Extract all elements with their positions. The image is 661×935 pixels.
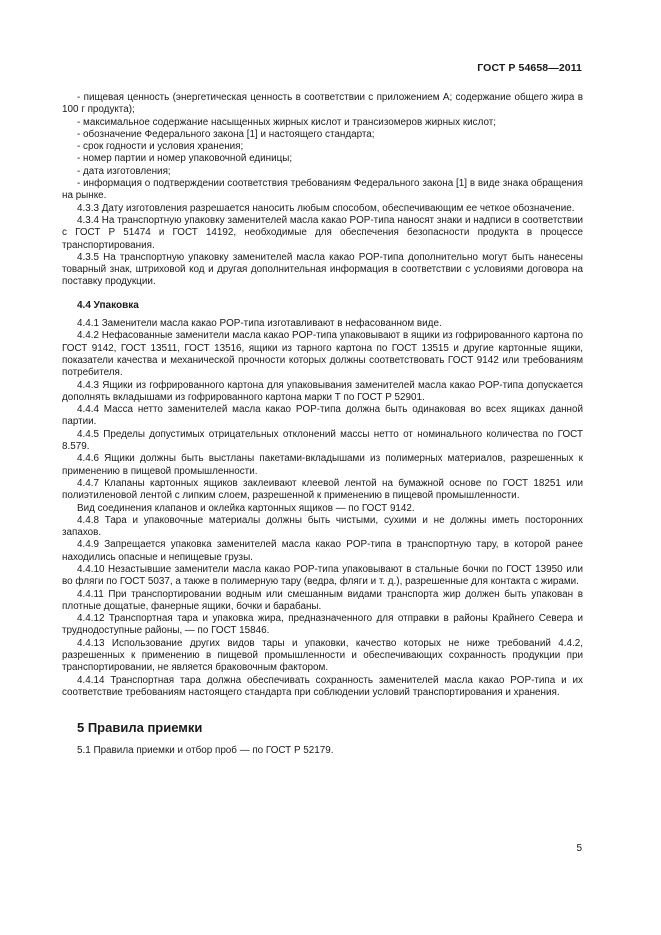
paragraph: - информация о подтверждении соответствия требованиям Федерального закона [1] в виде знака обращения на рынке. bbox=[62, 178, 583, 202]
paragraph: 4.3.3 Дату изготовления разрешается наносить любым способом, обеспечивающим ее четкое обозначение. bbox=[77, 202, 575, 214]
acceptance-section bbox=[62, 745, 583, 757]
paragraph: 4.4.8 Тара и упаковочные материалы должны быть чистыми, сухими и не должны иметь посторонних запахов. bbox=[62, 514, 583, 539]
paragraph: - обозначение Федерального закона [1] и настоящего стандарта; bbox=[77, 128, 375, 140]
paragraph: Вид соединения клапанов и оклейка картонных ящиков — по ГОСТ 9142. bbox=[77, 502, 415, 514]
paragraph: - максимальное содержание насыщенных жирных кислот и трансизомеров жирных кислот; bbox=[77, 116, 497, 128]
paragraph: 4.4.1 Заменители масла какао POP-типа изготавливают в нефасованном виде. bbox=[77, 318, 442, 330]
chapter-heading-acceptance: 5 Правила приемки bbox=[77, 720, 203, 736]
paragraph: 4.4.13 Использование других видов тары и упаковки, качество которых не ниже требований 4.4.2, разрешенных к применению в пищевой промышленности и обеспечивающих сохранность продукции при транспортировании, не является браковочным фактором. bbox=[62, 637, 583, 674]
paragraph: 4.4.10 Незастывшие заменители масла какао POP-типа упаковывают в стальные бочки по ГОСТ 13950 или во фляги по ГОСТ 5037, а также в полимерную тару (ведра, фляги и т. д.), разрешенные для контакта с жирами. bbox=[62, 563, 583, 588]
paragraph: 4.4.11 При транспортировании водным или смешанным видами транспорта жир должен быть упакован в плотные дощатые, фанерные ящики, бочки и барабаны. bbox=[62, 588, 583, 612]
document-header: ГОСТ Р 54658—2011 bbox=[477, 62, 582, 74]
paragraph: - номер партии и номер упаковочной единицы; bbox=[77, 153, 293, 165]
paragraph: 4.3.5 На транспортную упаковку заменителей масла какао POP-типа дополнительно могут быть нанесены товарный знак, штриховой код и другая дополнительная информация в соответствии с условиями договора на поставку продукции. bbox=[62, 251, 583, 288]
document-body bbox=[62, 92, 583, 757]
section-heading-packaging: 4.4 Упаковка bbox=[77, 299, 139, 311]
paragraph: 4.4.2 Нефасованные заменители масла какао POP-типа упаковывают в ящики из гофрированного картона по ГОСТ 9142, ГОСТ 13511, ГОСТ 13516, ящики из тарного картона по ГОСТ 13515 и другие картонные ящики, показатели качества и механической прочности которых должны соответствовать ГОСТ 9142 или требованиям потребителя. bbox=[62, 330, 583, 379]
paragraph: 4.4.12 Транспортная тара и упаковка жира, предназначенного для отправки в районы Крайнего Севера и труднодоступные районы, — по ГОСТ 15846. bbox=[62, 613, 583, 637]
paragraph: - пищевая ценность (энергетическая ценность в соответствии с приложением А; содержание общего жира в 100 г продукта); bbox=[62, 92, 583, 116]
paragraph: 5.1 Правила приемки и отбор проб — по ГОСТ Р 52179. bbox=[77, 744, 334, 756]
paragraph: - дата изготовления; bbox=[77, 165, 171, 177]
paragraph: - срок годности и условия хранения; bbox=[77, 141, 244, 153]
paragraph: 4.3.4 На транспортную упаковку заменителей масла какао POP-типа наносят знаки и надписи в соответствии с ГОСТ Р 51474 и ГОСТ 14192, необходимые для обеспечения безопасности продукта в процессе транспортирования. bbox=[62, 214, 583, 251]
page-number: 5 bbox=[576, 843, 582, 854]
marking-list bbox=[62, 92, 583, 289]
paragraph: 4.4.4 Масса нетто заменителей масла какао POP-типа должна быть одинаковая во всех ящиках данной партии. bbox=[62, 404, 583, 428]
packaging-section bbox=[62, 318, 583, 699]
paragraph: 4.4.7 Клапаны картонных ящиков заклеивают клеевой лентой на бумажной основе по ГОСТ 18251 или полиэтиленовой лентой с липким слоем, разрешенной к применению в пищевой промышленности. bbox=[62, 477, 583, 502]
paragraph: 4.4.6 Ящики должны быть выстланы пакетами-вкладышами из полимерных материалов, разрешенных к применению в пищевой промышленности. bbox=[62, 453, 583, 477]
paragraph: 4.4.3 Ящики из гофрированного картона для упаковывания заменителей масла какао POP-типа допускается дополнять вкладышами из гофрированного картона марки Т по ГОСТ Р 52901. bbox=[62, 379, 583, 403]
paragraph: 4.4.5 Пределы допустимых отрицательных отклонений массы нетто от номинального количества по ГОСТ 8.579. bbox=[62, 428, 583, 453]
paragraph: 4.4.14 Транспортная тара должна обеспечивать сохранность заменителей масла какао POP-типа и их соответствие требованиям настоящего стандарта при соблюдении условий транспортирования и хранения. bbox=[62, 674, 583, 698]
paragraph: 4.4.9 Запрещается упаковка заменителей масла какао POP-типа в транспортную тару, в которой ранее находились опасные и непищевые грузы. bbox=[62, 539, 583, 563]
